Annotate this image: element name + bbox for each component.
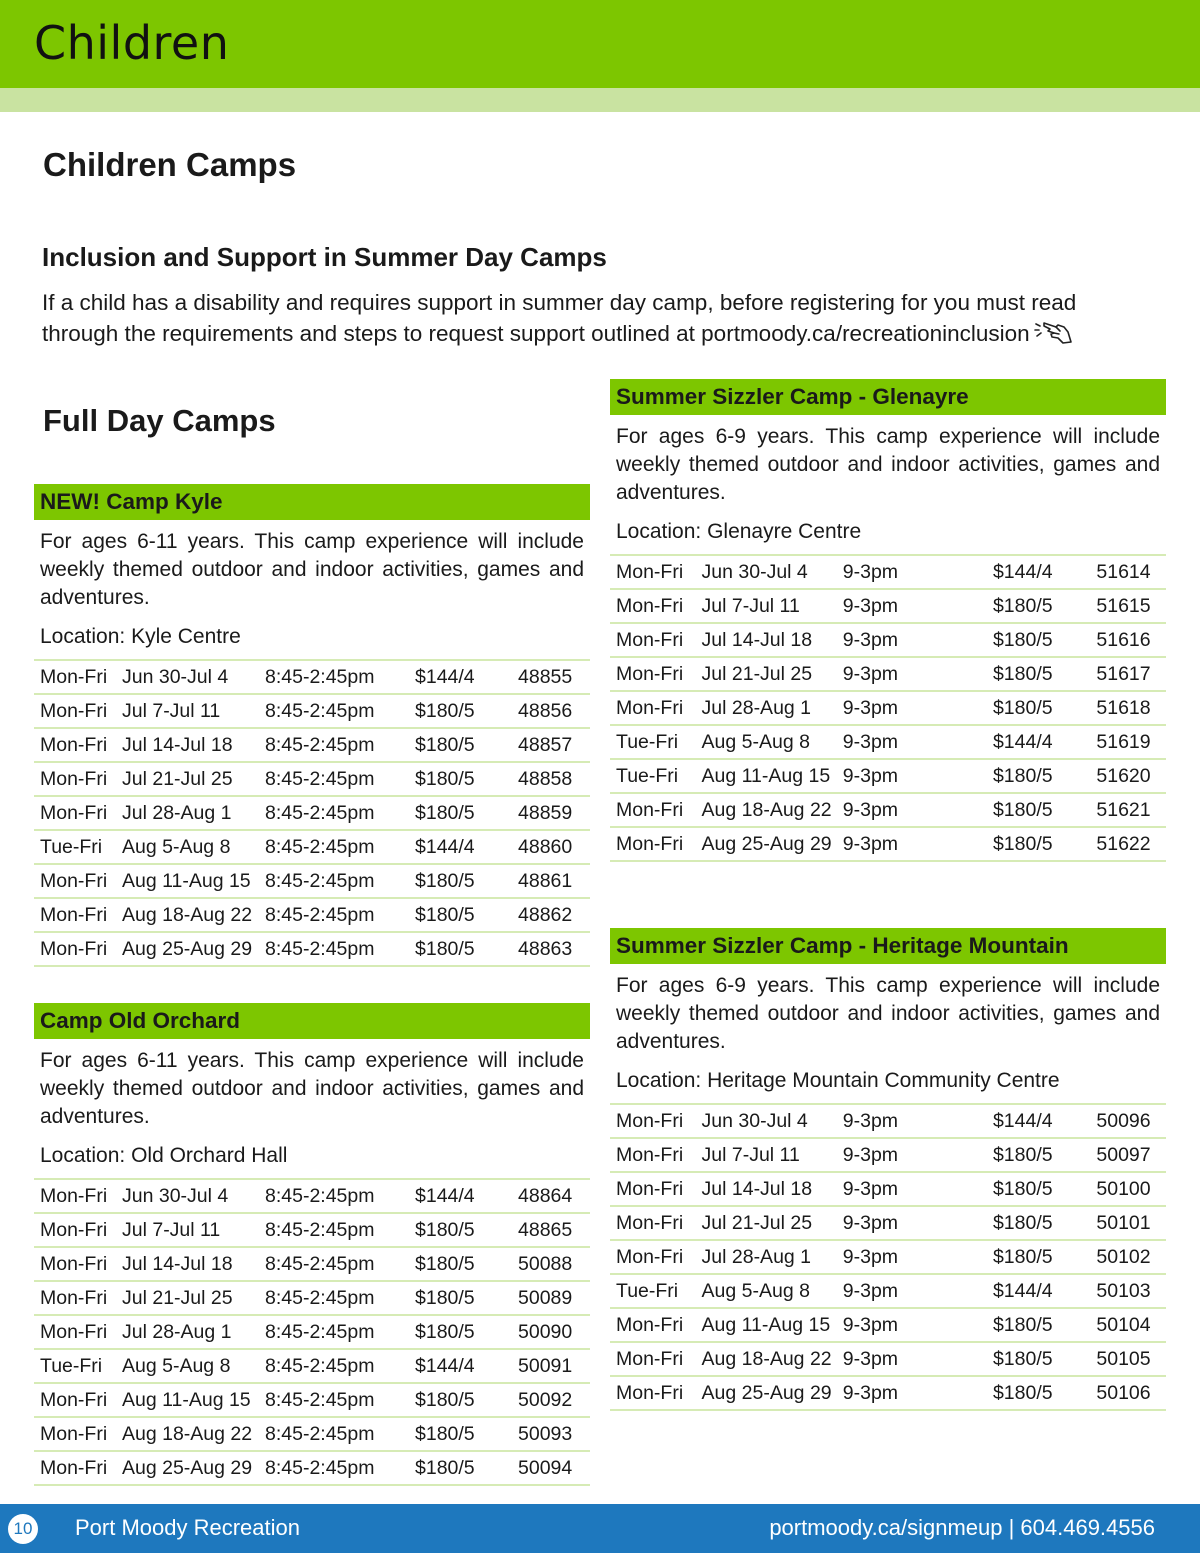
table-row	[610, 556, 1166, 590]
cell-fee: $180/5	[992, 595, 1053, 617]
cell-date: Aug 25-Aug 29	[122, 1457, 253, 1479]
header-strip	[0, 88, 1200, 112]
camp-title: Camp Old Orchard	[34, 1003, 590, 1039]
cell-fee: $180/5	[415, 870, 475, 892]
table-row	[34, 1180, 590, 1214]
cell-date: Aug 5-Aug 8	[701, 1280, 810, 1302]
cell-time: 9-3pm	[842, 731, 899, 753]
cell-day: Mon-Fri	[616, 697, 684, 719]
cell-day: Mon-Fri	[616, 1246, 684, 1268]
cell-date: Aug 18-Aug 22	[122, 1423, 253, 1445]
cell-fee: $180/5	[992, 765, 1053, 787]
cell-code: 50100	[1096, 1178, 1151, 1200]
table-row	[610, 624, 1166, 658]
cell-fee: $180/5	[415, 734, 475, 756]
cell-fee: $180/5	[415, 1287, 475, 1309]
section-title-children-camps: Children Camps	[43, 146, 297, 183]
cell-date: Aug 11-Aug 15	[122, 1389, 251, 1411]
cell-date: Jun 30-Jul 4	[122, 666, 229, 688]
cell-fee: $180/5	[992, 1246, 1053, 1268]
cell-time: 9-3pm	[842, 799, 899, 821]
cell-day: Mon-Fri	[40, 1457, 108, 1479]
cell-day: Mon-Fri	[40, 1287, 108, 1309]
cell-code: 50088	[518, 1253, 573, 1275]
cell-code: 50091	[518, 1355, 573, 1377]
cell-date: Aug 18-Aug 22	[701, 1348, 832, 1370]
cell-date: Jul 21-Jul 25	[122, 1287, 233, 1309]
cell-code: 50106	[1096, 1382, 1151, 1404]
cell-date: Aug 11-Aug 15	[701, 765, 831, 787]
cell-code: 51617	[1096, 663, 1151, 685]
cell-date: Jun 30-Jul 4	[701, 561, 808, 583]
cell-date: Aug 25-Aug 29	[701, 1382, 832, 1404]
cell-date: Jul 14-Jul 18	[122, 734, 233, 756]
cell-fee: $180/5	[415, 904, 475, 926]
inclusion-text: If a child has a disability and requires support in summer day camp, before registering for you must read through the requirements and steps to request support outlined at portmoody.ca/recreationinclusion	[42, 290, 1077, 346]
cell-fee: $180/5	[415, 1457, 475, 1479]
cell-code: 51619	[1096, 731, 1151, 753]
cell-code: 50103	[1096, 1280, 1151, 1302]
cell-date: Jun 30-Jul 4	[701, 1110, 808, 1132]
table-row	[610, 692, 1166, 726]
cell-fee: $180/5	[992, 1348, 1053, 1370]
cell-time: 8:45-2:45pm	[265, 938, 375, 960]
cell-day: Mon-Fri	[616, 1144, 684, 1166]
cell-date: Jul 21-Jul 25	[701, 663, 813, 685]
cell-day: Mon-Fri	[40, 768, 108, 790]
cell-date: Aug 11-Aug 15	[122, 870, 251, 892]
footer-org-name: Port Moody Recreation	[75, 1515, 300, 1540]
table-row	[610, 1105, 1166, 1139]
table-row	[610, 590, 1166, 624]
cell-day: Mon-Fri	[616, 595, 684, 617]
cell-day: Mon-Fri	[40, 1321, 108, 1343]
cell-code: 48860	[518, 836, 573, 858]
cell-day: Mon-Fri	[40, 1423, 108, 1445]
cell-time: 9-3pm	[842, 833, 899, 855]
cell-date: Aug 18-Aug 22	[701, 799, 832, 821]
cell-date: Aug 18-Aug 22	[122, 904, 253, 926]
table-row	[34, 1452, 590, 1486]
cell-fee: $180/5	[415, 1321, 475, 1343]
cell-time: 8:45-2:45pm	[265, 666, 375, 688]
table-row	[610, 794, 1166, 828]
cell-code: 48861	[518, 870, 573, 892]
cell-date: Aug 25-Aug 29	[122, 938, 253, 960]
table-row	[34, 729, 590, 763]
table-row	[610, 1309, 1166, 1343]
table-row	[34, 1316, 590, 1350]
cell-time: 8:45-2:45pm	[265, 768, 375, 790]
cell-time: 8:45-2:45pm	[265, 1457, 375, 1479]
cell-time: 8:45-2:45pm	[265, 870, 375, 892]
cell-day: Tue-Fri	[616, 731, 679, 753]
camp-title: NEW! Camp Kyle	[34, 484, 590, 520]
cell-time: 9-3pm	[842, 663, 899, 685]
cell-code: 50092	[518, 1389, 573, 1411]
camp-description: For ages 6-9 years. This camp experience will include weekly themed outdoor and indoor activities, games and adventures.	[616, 425, 1160, 504]
cell-time: 8:45-2:45pm	[265, 1287, 375, 1309]
cell-code: 48857	[518, 734, 573, 756]
camp-location: Location: Glenayre Centre	[616, 520, 862, 543]
cell-fee: $180/5	[992, 1178, 1053, 1200]
cell-date: Jul 7-Jul 11	[701, 595, 800, 617]
cell-time: 8:45-2:45pm	[265, 802, 375, 824]
schedule-table	[34, 1178, 590, 1486]
table-row	[34, 865, 590, 899]
cell-day: Mon-Fri	[40, 1185, 108, 1207]
cell-day: Tue-Fri	[616, 1280, 679, 1302]
cell-time: 8:45-2:45pm	[265, 1219, 375, 1241]
camp-location: Location: Old Orchard Hall	[40, 1144, 288, 1167]
footer-contact[interactable]: portmoody.ca/signmeup | 604.469.4556	[769, 1515, 1155, 1540]
footer-bar	[0, 1504, 1200, 1553]
cell-fee: $144/4	[992, 561, 1053, 583]
table-row	[34, 1384, 590, 1418]
cell-code: 48865	[518, 1219, 573, 1241]
cell-fee: $180/5	[415, 1389, 475, 1411]
table-row	[34, 1350, 590, 1384]
cell-day: Mon-Fri	[40, 734, 108, 756]
cell-day: Mon-Fri	[616, 1348, 684, 1370]
table-row	[610, 658, 1166, 692]
cell-code: 50089	[518, 1287, 573, 1309]
cell-date: Aug 11-Aug 15	[701, 1314, 831, 1336]
cell-day: Mon-Fri	[40, 1219, 108, 1241]
cell-day: Tue-Fri	[40, 1355, 103, 1377]
cell-time: 8:45-2:45pm	[265, 1321, 375, 1343]
cell-code: 50104	[1096, 1314, 1151, 1336]
cell-fee: $180/5	[415, 938, 475, 960]
camp-title: Summer Sizzler Camp - Heritage Mountain	[610, 928, 1166, 964]
cell-fee: $144/4	[415, 836, 475, 858]
cell-date: Jul 21-Jul 25	[701, 1212, 813, 1234]
camp-description: For ages 6-9 years. This camp experience will include weekly themed outdoor and indoor activities, games and adventures.	[616, 974, 1160, 1053]
inclusion-paragraph	[42, 287, 1152, 352]
section-title-full-day-camps: Full Day Camps	[43, 403, 276, 438]
camp-location: Location: Kyle Centre	[40, 625, 241, 648]
cell-day: Mon-Fri	[40, 870, 108, 892]
cell-time: 9-3pm	[842, 561, 899, 583]
table-row	[610, 1377, 1166, 1411]
cell-fee: $180/5	[992, 799, 1053, 821]
cell-date: Jul 28-Aug 1	[122, 1321, 232, 1343]
cell-fee: $180/5	[992, 1144, 1053, 1166]
cell-code: 48859	[518, 802, 573, 824]
cell-day: Mon-Fri	[40, 666, 108, 688]
cell-code: 51621	[1096, 799, 1151, 821]
cell-time: 9-3pm	[842, 1348, 899, 1370]
cell-time: 9-3pm	[842, 1178, 899, 1200]
cell-day: Mon-Fri	[40, 904, 108, 926]
cell-time: 9-3pm	[842, 1280, 899, 1302]
cell-date: Jul 14-Jul 18	[122, 1253, 233, 1275]
cell-time: 9-3pm	[842, 1246, 899, 1268]
table-row	[34, 797, 590, 831]
cell-fee: $180/5	[992, 1382, 1053, 1404]
cell-code: 51615	[1096, 595, 1151, 617]
cell-code: 51614	[1096, 561, 1151, 583]
table-row	[610, 1173, 1166, 1207]
cell-day: Mon-Fri	[616, 833, 684, 855]
cell-code: 48855	[518, 666, 573, 688]
table-row	[34, 831, 590, 865]
schedule-table	[34, 659, 590, 967]
cell-day: Mon-Fri	[616, 663, 684, 685]
camp-description: For ages 6-11 years. This camp experience will include weekly themed outdoor and indoor activities, games and adventures.	[40, 530, 584, 609]
cell-day: Mon-Fri	[616, 1212, 684, 1234]
cell-date: Jul 28-Aug 1	[701, 1246, 812, 1268]
table-row	[610, 1139, 1166, 1173]
cell-code: 48856	[518, 700, 573, 722]
cell-day: Mon-Fri	[616, 1178, 684, 1200]
cell-time: 9-3pm	[842, 1212, 899, 1234]
cell-code: 51618	[1096, 697, 1151, 719]
cell-date: Aug 5-Aug 8	[701, 731, 810, 753]
cell-time: 9-3pm	[842, 1314, 899, 1336]
camp-section-heritage-mountain	[610, 928, 1166, 1411]
cell-time: 8:45-2:45pm	[265, 1389, 375, 1411]
cell-fee: $180/5	[992, 663, 1053, 685]
cell-day: Mon-Fri	[40, 938, 108, 960]
schedule-table	[610, 1103, 1166, 1411]
cell-time: 8:45-2:45pm	[265, 1423, 375, 1445]
cell-fee: $180/5	[415, 1423, 475, 1445]
cell-code: 48864	[518, 1185, 573, 1207]
cell-day: Mon-Fri	[40, 1389, 108, 1411]
cell-fee: $180/5	[415, 802, 475, 824]
cell-code: 51616	[1096, 629, 1151, 651]
camp-section-kyle	[34, 484, 590, 967]
cell-day: Mon-Fri	[616, 1110, 684, 1132]
cell-time: 8:45-2:45pm	[265, 836, 375, 858]
cell-code: 50096	[1096, 1110, 1151, 1132]
pointing-hand-icon[interactable]	[1034, 318, 1074, 352]
cell-code: 50097	[1096, 1144, 1151, 1166]
cell-code: 50105	[1096, 1348, 1151, 1370]
table-row	[610, 828, 1166, 862]
camp-section-old-orchard	[34, 1003, 590, 1486]
table-row	[610, 1275, 1166, 1309]
cell-date: Jul 28-Aug 1	[701, 697, 812, 719]
schedule-table	[610, 554, 1166, 862]
cell-time: 8:45-2:45pm	[265, 904, 375, 926]
camp-section-glenayre	[610, 379, 1166, 862]
cell-date: Jul 7-Jul 11	[122, 1219, 221, 1241]
cell-code: 48862	[518, 904, 573, 926]
cell-date: Jul 28-Aug 1	[122, 802, 232, 824]
cell-code: 51620	[1096, 765, 1151, 787]
cell-fee: $144/4	[992, 1280, 1053, 1302]
cell-day: Mon-Fri	[616, 561, 684, 583]
cell-day: Mon-Fri	[616, 1314, 684, 1336]
cell-time: 9-3pm	[842, 1144, 899, 1166]
cell-day: Tue-Fri	[616, 765, 679, 787]
camp-title: Summer Sizzler Camp - Glenayre	[610, 379, 1166, 415]
table-row	[34, 695, 590, 729]
cell-fee: $180/5	[992, 1212, 1053, 1234]
cell-code: 50101	[1096, 1212, 1151, 1234]
cell-time: 8:45-2:45pm	[265, 1355, 375, 1377]
table-row	[34, 661, 590, 695]
cell-fee: $180/5	[415, 1253, 475, 1275]
cell-date: Aug 25-Aug 29	[701, 833, 832, 855]
cell-fee: $180/5	[992, 697, 1053, 719]
table-row	[610, 760, 1166, 794]
cell-fee: $180/5	[992, 629, 1053, 651]
cell-fee: $144/4	[992, 1110, 1053, 1132]
cell-time: 8:45-2:45pm	[265, 1185, 375, 1207]
table-row	[34, 899, 590, 933]
cell-code: 48858	[518, 768, 573, 790]
cell-day: Mon-Fri	[40, 1253, 108, 1275]
table-row	[34, 1214, 590, 1248]
cell-fee: $180/5	[992, 1314, 1053, 1336]
table-row	[34, 1418, 590, 1452]
cell-code: 50093	[518, 1423, 573, 1445]
camp-location: Location: Heritage Mountain Community Centre	[616, 1069, 1060, 1092]
cell-fee: $144/4	[415, 1355, 475, 1377]
inclusion-heading: Inclusion and Support in Summer Day Camps	[42, 242, 607, 272]
cell-day: Mon-Fri	[40, 802, 108, 824]
cell-code: 50094	[518, 1457, 573, 1479]
table-row	[610, 1343, 1166, 1377]
cell-day: Mon-Fri	[40, 700, 108, 722]
cell-time: 9-3pm	[842, 697, 899, 719]
cell-date: Jul 21-Jul 25	[122, 768, 233, 790]
cell-code: 50090	[518, 1321, 573, 1343]
cell-fee: $180/5	[992, 833, 1053, 855]
cell-fee: $144/4	[415, 666, 475, 688]
table-row	[34, 1282, 590, 1316]
cell-code: 51622	[1096, 833, 1151, 855]
cell-time: 9-3pm	[842, 1110, 899, 1132]
cell-time: 8:45-2:45pm	[265, 734, 375, 756]
cell-date: Aug 5-Aug 8	[122, 1355, 231, 1377]
cell-day: Tue-Fri	[40, 836, 103, 858]
table-row	[610, 726, 1166, 760]
cell-date: Jun 30-Jul 4	[122, 1185, 229, 1207]
cell-fee: $180/5	[415, 700, 475, 722]
cell-time: 9-3pm	[842, 595, 899, 617]
page-title: Children	[34, 16, 230, 70]
table-row	[610, 1241, 1166, 1275]
cell-date: Jul 14-Jul 18	[701, 629, 813, 651]
cell-time: 8:45-2:45pm	[265, 1253, 375, 1275]
cell-time: 8:45-2:45pm	[265, 700, 375, 722]
table-row	[34, 933, 590, 967]
cell-fee: $144/4	[415, 1185, 475, 1207]
cell-time: 9-3pm	[842, 629, 899, 651]
cell-day: Mon-Fri	[616, 1382, 684, 1404]
cell-code: 50102	[1096, 1246, 1151, 1268]
cell-day: Mon-Fri	[616, 629, 684, 651]
cell-date: Jul 7-Jul 11	[701, 1144, 800, 1166]
cell-time: 9-3pm	[842, 765, 899, 787]
cell-date: Jul 14-Jul 18	[701, 1178, 813, 1200]
cell-time: 9-3pm	[842, 1382, 899, 1404]
table-row	[34, 763, 590, 797]
cell-date: Aug 5-Aug 8	[122, 836, 231, 858]
cell-code: 48863	[518, 938, 573, 960]
table-row	[610, 1207, 1166, 1241]
cell-date: Jul 7-Jul 11	[122, 700, 221, 722]
page-number: 10	[8, 1514, 38, 1544]
cell-fee: $144/4	[992, 731, 1053, 753]
cell-fee: $180/5	[415, 768, 475, 790]
cell-fee: $180/5	[415, 1219, 475, 1241]
camp-description: For ages 6-11 years. This camp experience will include weekly themed outdoor and indoor activities, games and adventures.	[40, 1049, 584, 1128]
cell-day: Mon-Fri	[616, 799, 684, 821]
table-row	[34, 1248, 590, 1282]
